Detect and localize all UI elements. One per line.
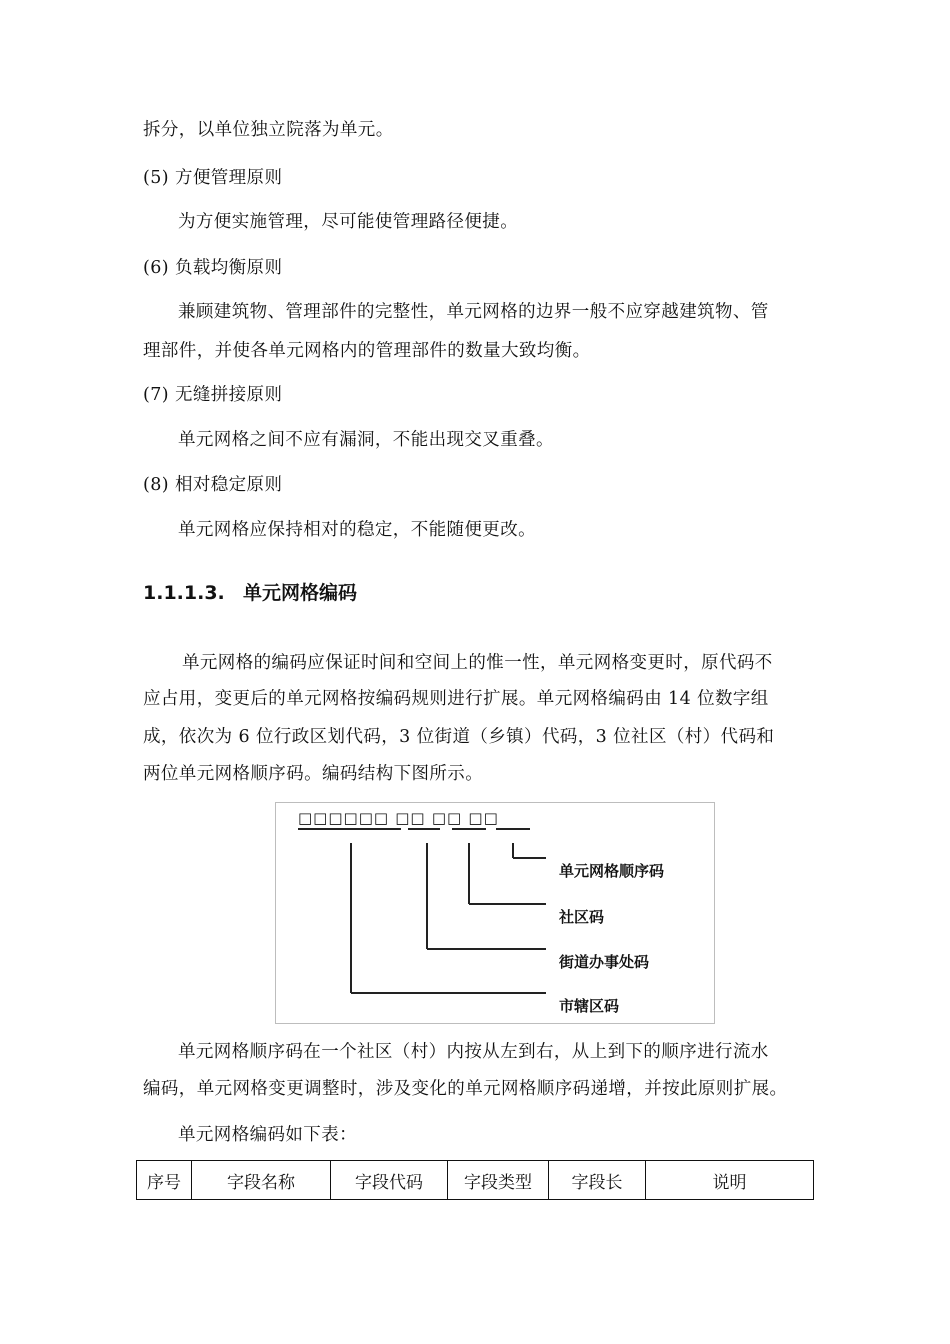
- table-header-row: [137, 1161, 814, 1200]
- header-cell: 字段名称: [192, 1161, 331, 1200]
- label-street-office-code: 街道办事处码: [559, 953, 650, 971]
- header-cell: 字段类型: [448, 1161, 549, 1200]
- text-line: 为方便实施管理，尽可能使管理路径便捷。: [178, 212, 519, 232]
- grid-code-table: [136, 1160, 814, 1200]
- text-line: 单元网格顺序码在一个社区（村）内按从左到右，从上到下的顺序进行流水: [178, 1042, 769, 1062]
- text-line: 单元网格的编码应保证时间和空间上的惟一性，单元网格变更时，原代码不: [182, 653, 773, 673]
- header-cell: 说明: [646, 1161, 814, 1200]
- bracket-lines: [276, 803, 716, 1025]
- principle-heading-7: (7) 无缝拼接原则: [143, 385, 283, 405]
- principle-heading-8: (8) 相对稳定原则: [143, 475, 283, 495]
- label-community-code: 社区码: [559, 908, 605, 926]
- header-cell: 字段长: [549, 1161, 646, 1200]
- text-line: 应占用，变更后的单元网格按编码规则进行扩展。单元网格编码由 14 位数字组: [143, 689, 769, 709]
- table-intro: 单元网格编码如下表：: [178, 1125, 357, 1145]
- text-line: 两位单元网格顺序码。编码结构下图所示。: [143, 764, 484, 784]
- header-cell: 字段代码: [331, 1161, 448, 1200]
- text-line: 拆分，以单位独立院落为单元。: [143, 120, 394, 140]
- text-line: 单元网格应保持相对的稳定，不能随便更改。: [178, 520, 536, 540]
- text-line: 兼顾建筑物、管理部件的完整性，单元网格的边界一般不应穿越建筑物、管: [178, 302, 769, 322]
- principle-heading-5: (5) 方便管理原则: [143, 168, 283, 188]
- code-structure-figure: [275, 802, 715, 1024]
- code-boxes: □□□□□□ □□ □□ □□: [298, 809, 499, 827]
- header-cell: 序号: [137, 1161, 192, 1200]
- text-line: 理部件，并使各单元网格内的管理部件的数量大致均衡。: [143, 341, 591, 361]
- text-line: 编码，单元网格变更调整时，涉及变化的单元网格顺序码递增，并按此原则扩展。: [143, 1079, 788, 1099]
- section-number: 1.1.1.3.: [143, 582, 225, 604]
- label-grid-sequence-code: 单元网格顺序码: [559, 862, 665, 880]
- text-line: 单元网格之间不应有漏洞，不能出现交叉重叠。: [178, 430, 554, 450]
- label-district-code: 市辖区码: [559, 997, 620, 1015]
- section-title: 单元网格编码: [243, 582, 358, 604]
- section-heading: [143, 580, 357, 606]
- text-line: 成，依次为 6 位行政区划代码，3 位街道（乡镇）代码，3 位社区（村）代码和: [143, 727, 775, 747]
- principle-heading-6: (6) 负载均衡原则: [143, 258, 283, 278]
